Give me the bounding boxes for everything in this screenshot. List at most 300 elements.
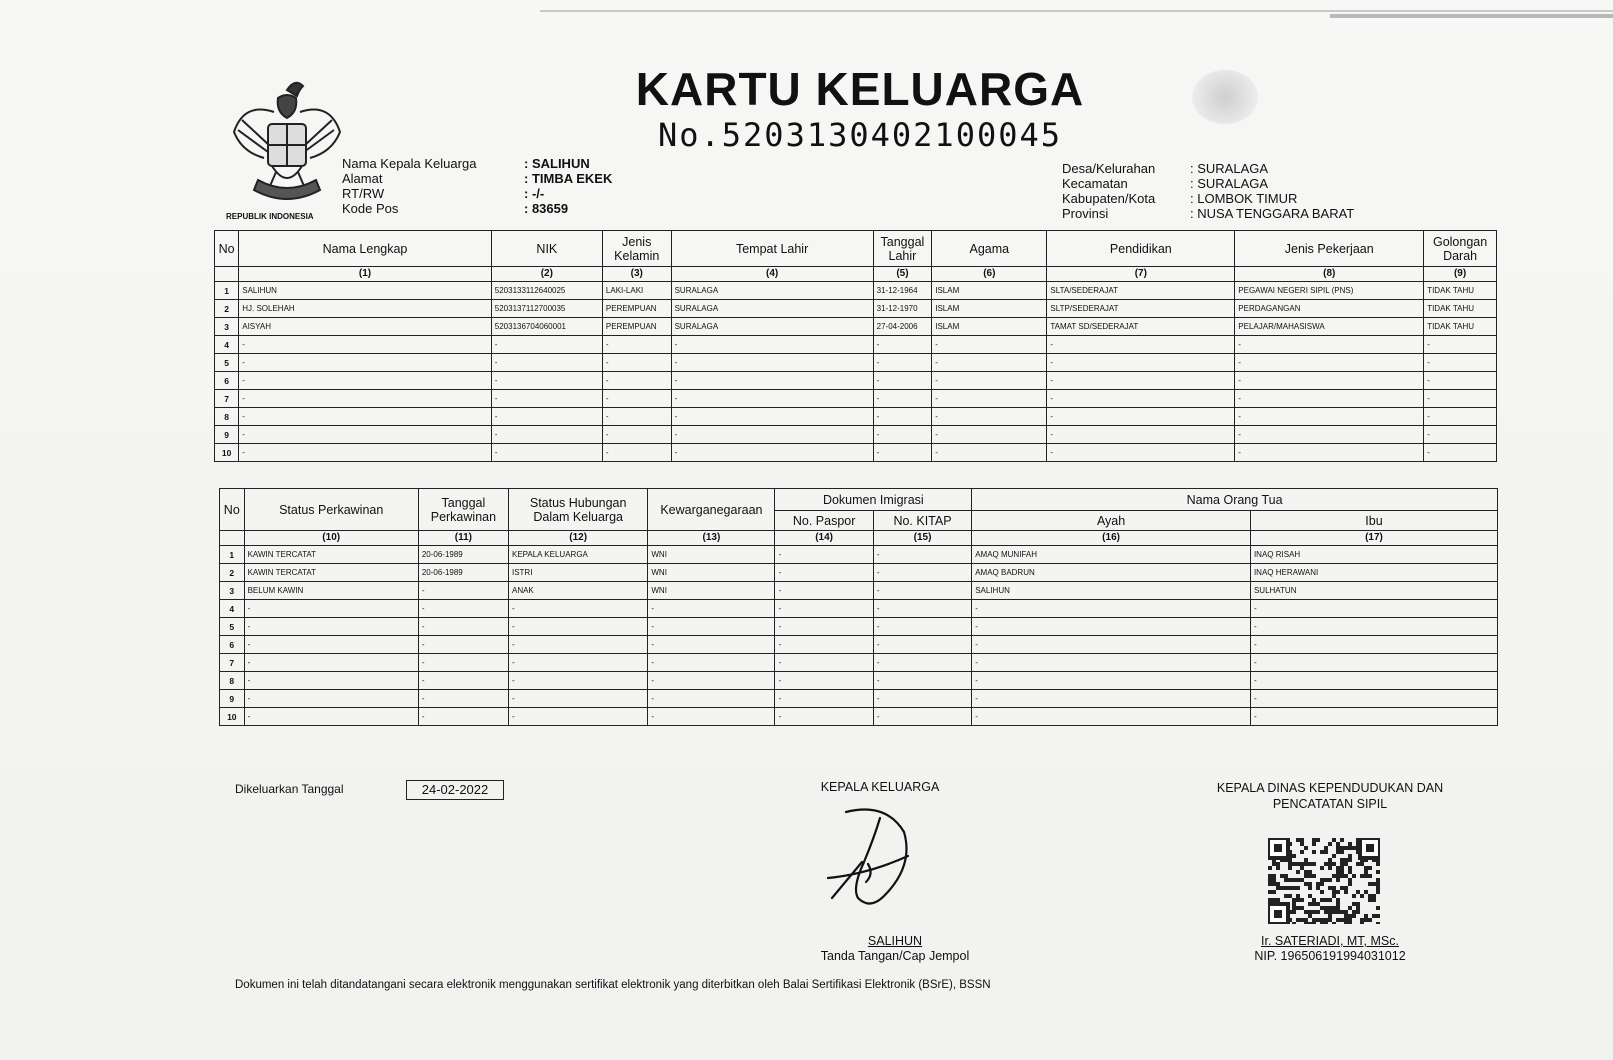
table-cell: - (1047, 444, 1235, 462)
col-number: (4) (671, 267, 873, 282)
table-cell: - (873, 600, 971, 618)
table-cell: WNI (648, 564, 775, 582)
table-cell: SALIHUN (972, 582, 1251, 600)
table-row (215, 318, 1497, 336)
table-cell: HJ. SOLEHAH (239, 300, 492, 318)
table-cell: - (972, 636, 1251, 654)
table-cell: - (873, 582, 971, 600)
table-cell: - (491, 444, 602, 462)
handwritten-signature (826, 806, 936, 916)
table-cell: - (932, 354, 1047, 372)
table-cell: - (491, 354, 602, 372)
table-cell: - (418, 708, 508, 726)
table-cell: - (418, 690, 508, 708)
table-cell: - (1047, 426, 1235, 444)
row-number: 1 (220, 546, 245, 564)
info-label: Alamat (342, 171, 383, 186)
info-row (342, 171, 612, 186)
info-row (342, 201, 612, 216)
head-of-family-signature-block (770, 934, 1020, 964)
table-cell: - (671, 354, 873, 372)
table-row (215, 354, 1497, 372)
table-cell: - (1424, 372, 1497, 390)
col-number: (12) (508, 531, 647, 546)
info-row (1062, 161, 1354, 176)
table-cell: - (1235, 354, 1424, 372)
table-cell: - (873, 708, 971, 726)
table-cell: - (671, 372, 873, 390)
table-row (220, 582, 1498, 600)
table-cell: - (1424, 390, 1497, 408)
col-number: (3) (602, 267, 671, 282)
col-header-agama: Agama (932, 231, 1047, 267)
table-cell: - (418, 636, 508, 654)
col-number: (2) (491, 267, 602, 282)
table-cell: - (873, 672, 971, 690)
table-cell: 5203133112640025 (491, 282, 602, 300)
col-header-nik: NIK (491, 231, 602, 267)
table-cell: SURALAGA (671, 300, 873, 318)
table-cell: SURALAGA (671, 318, 873, 336)
table-cell: 20-06-1989 (418, 546, 508, 564)
table-cell: - (491, 426, 602, 444)
row-number: 5 (215, 354, 239, 372)
table-cell: - (775, 564, 873, 582)
col-number: (8) (1235, 267, 1424, 282)
table-cell: - (1250, 600, 1497, 618)
table-cell: SALIHUN (239, 282, 492, 300)
kk-number: No.5203130402100045 (657, 116, 1063, 154)
table-cell: - (244, 690, 418, 708)
table-cell: - (671, 444, 873, 462)
row-number: 9 (215, 426, 239, 444)
col-number: (17) (1250, 531, 1497, 546)
info-label: Kecamatan (1062, 176, 1128, 191)
col-header-pekerjaan: Jenis Pekerjaan (1235, 231, 1424, 267)
table-cell: - (775, 636, 873, 654)
head-of-family-title: KEPALA KELUARGA (820, 780, 940, 794)
col-header-no-kitap: No. KITAP (873, 511, 971, 531)
table-cell: - (491, 372, 602, 390)
info-value: : SURALAGA (1190, 161, 1269, 176)
table-cell: - (648, 672, 775, 690)
info-value: : -/- (524, 186, 545, 201)
info-value: : TIMBA EKEK (524, 171, 613, 186)
table-cell: - (602, 408, 671, 426)
info-value: : LOMBOK TIMUR (1190, 191, 1298, 206)
table-cell: ISTRI (508, 564, 647, 582)
col-header-ibu: Ibu (1250, 511, 1497, 531)
qr-code (1268, 838, 1380, 924)
table-cell: - (1250, 708, 1497, 726)
table-row (215, 372, 1497, 390)
official-title (1180, 780, 1480, 812)
table-cell: - (972, 672, 1251, 690)
issued-date-label: Dikeluarkan Tanggal (235, 782, 344, 796)
table-cell: 27-04-2006 (873, 318, 932, 336)
table-cell: - (1235, 372, 1424, 390)
row-number: 1 (215, 282, 239, 300)
table-cell: - (775, 690, 873, 708)
table-cell: SLTA/SEDERAJAT (1047, 282, 1235, 300)
table-cell: - (602, 444, 671, 462)
table-cell: 31-12-1970 (873, 300, 932, 318)
table-cell: - (972, 690, 1251, 708)
table-cell: - (775, 708, 873, 726)
col-number: (1) (239, 267, 492, 282)
table-row (215, 282, 1497, 300)
table-cell: BELUM KAWIN (244, 582, 418, 600)
col-number: (6) (932, 267, 1047, 282)
col-header-jenis-kelamin: Jenis Kelamin (602, 231, 671, 267)
table-cell: - (1235, 444, 1424, 462)
table-cell: - (1235, 408, 1424, 426)
table-cell: TIDAK TAHU (1424, 318, 1497, 336)
table-cell: - (602, 336, 671, 354)
table-cell: - (1047, 336, 1235, 354)
scan-edge-mark (1330, 14, 1613, 18)
official-signature-block (1210, 934, 1450, 964)
info-label: RT/RW (342, 186, 385, 201)
table-row (215, 408, 1497, 426)
table-cell: PEREMPUAN (602, 318, 671, 336)
table-cell: - (873, 390, 932, 408)
info-row (1062, 191, 1354, 206)
table-cell: - (602, 426, 671, 444)
table-cell: - (508, 708, 647, 726)
table-cell: - (508, 600, 647, 618)
col-number: (13) (648, 531, 775, 546)
row-number: 6 (220, 636, 245, 654)
info-row (1062, 176, 1354, 191)
table-cell: - (932, 372, 1047, 390)
signature-caption: Tanda Tangan/Cap Jempol (820, 949, 970, 963)
table-cell: - (1047, 372, 1235, 390)
table-cell: INAQ RISAH (1250, 546, 1497, 564)
info-label: Provinsi (1062, 206, 1109, 221)
col-header-nama: Nama Lengkap (239, 231, 492, 267)
scan-edge (540, 10, 1613, 12)
table-cell: AISYAH (239, 318, 492, 336)
table-cell: ISLAM (932, 318, 1047, 336)
table-cell: - (671, 390, 873, 408)
row-number: 10 (220, 708, 245, 726)
col-header-tanggal-lahir: Tanggal Lahir (873, 231, 932, 267)
table-cell: 31-12-1964 (873, 282, 932, 300)
col-number (220, 531, 245, 546)
table-cell: SLTP/SEDERAJAT (1047, 300, 1235, 318)
table-cell: - (972, 708, 1251, 726)
table-row (220, 672, 1498, 690)
table-cell: - (239, 444, 492, 462)
table-cell: TIDAK TAHU (1424, 282, 1497, 300)
table-cell: - (775, 600, 873, 618)
table-cell: AMAQ BADRUN (972, 564, 1251, 582)
table-cell: LAKI-LAKI (602, 282, 671, 300)
table-cell: - (775, 546, 873, 564)
table-cell: KAWIN TERCATAT (244, 564, 418, 582)
table-cell: - (873, 618, 971, 636)
civil-status-table (219, 488, 1498, 726)
table-cell: 5203137112700035 (491, 300, 602, 318)
table-cell: - (1424, 408, 1497, 426)
table-cell: - (418, 582, 508, 600)
table-cell: - (648, 708, 775, 726)
table-cell: - (873, 354, 932, 372)
table-cell: - (873, 690, 971, 708)
info-value: : SALIHUN (524, 156, 590, 171)
table-cell: - (602, 390, 671, 408)
col-number: (5) (873, 267, 932, 282)
table-cell: - (1250, 636, 1497, 654)
table-cell: - (1235, 390, 1424, 408)
table-cell: - (1250, 654, 1497, 672)
row-number: 2 (215, 300, 239, 318)
table-cell: WNI (648, 546, 775, 564)
info-row (342, 186, 612, 201)
table-row (220, 618, 1498, 636)
table-cell: - (244, 672, 418, 690)
table-cell: - (239, 390, 492, 408)
table-cell: - (873, 636, 971, 654)
info-value: : 83659 (524, 201, 569, 216)
table-cell: - (508, 654, 647, 672)
col-header-tanggal-perkawinan: Tanggal Perkawinan (418, 489, 508, 531)
row-number: 3 (215, 318, 239, 336)
col-header-status-hubungan: Status Hubungan Dalam Keluarga (508, 489, 647, 531)
official-title-line: KEPALA DINAS KEPENDUDUKAN DAN (1216, 781, 1444, 795)
table-cell: - (1235, 336, 1424, 354)
table-cell: - (239, 354, 492, 372)
col-header-status-perkawinan: Status Perkawinan (244, 489, 418, 531)
table-cell: - (648, 690, 775, 708)
table-cell: - (873, 336, 932, 354)
table-cell: - (1424, 426, 1497, 444)
family-info-right (1062, 161, 1354, 221)
emblem-caption: REPUBLIK INDONESIA (226, 212, 314, 221)
table-row (220, 690, 1498, 708)
table-cell: - (648, 636, 775, 654)
table-cell: - (244, 708, 418, 726)
table-cell: - (932, 390, 1047, 408)
col-number: (11) (418, 531, 508, 546)
col-header-dokumen-imigrasi: Dokumen Imigrasi (775, 489, 972, 511)
info-row (342, 156, 612, 171)
table-row (220, 600, 1498, 618)
row-number: 8 (215, 408, 239, 426)
table-cell: - (775, 618, 873, 636)
table-cell: SURALAGA (671, 282, 873, 300)
row-number: 5 (220, 618, 245, 636)
table-row (220, 708, 1498, 726)
table-row (215, 390, 1497, 408)
row-number: 3 (220, 582, 245, 600)
table-cell: - (932, 426, 1047, 444)
col-header-pendidikan: Pendidikan (1047, 231, 1235, 267)
row-number: 6 (215, 372, 239, 390)
table-cell: - (239, 336, 492, 354)
table-cell: - (418, 654, 508, 672)
table-cell: - (1250, 672, 1497, 690)
table-cell: - (1424, 354, 1497, 372)
table-cell: - (418, 600, 508, 618)
info-value: : NUSA TENGGARA BARAT (1190, 206, 1355, 221)
table-row (215, 444, 1497, 462)
col-header-nama-orang-tua: Nama Orang Tua (972, 489, 1498, 511)
table-cell: SULHATUN (1250, 582, 1497, 600)
table-cell: - (873, 654, 971, 672)
paper-stain (1192, 70, 1258, 124)
col-number: (7) (1047, 267, 1235, 282)
table-cell: - (873, 564, 971, 582)
table-cell: - (491, 408, 602, 426)
row-number: 7 (220, 654, 245, 672)
table-cell: - (873, 372, 932, 390)
table-cell: ISLAM (932, 300, 1047, 318)
table-cell: - (648, 654, 775, 672)
table-cell: 20-06-1989 (418, 564, 508, 582)
table-cell: INAQ HERAWANI (1250, 564, 1497, 582)
info-label: Desa/Kelurahan (1062, 161, 1156, 176)
row-number: 9 (220, 690, 245, 708)
row-number: 2 (220, 564, 245, 582)
table-cell: - (508, 672, 647, 690)
family-info-left (342, 156, 612, 216)
table-cell: - (244, 654, 418, 672)
table-cell: - (972, 600, 1251, 618)
table-cell: - (671, 336, 873, 354)
table-cell: ANAK (508, 582, 647, 600)
table-cell: AMAQ MUNIFAH (972, 546, 1251, 564)
table-cell: - (244, 618, 418, 636)
electronic-signature-note: Dokumen ini telah ditandatangani secara elektronik menggunakan sertifikat elektronik yang diterbitkan oleh Balai Sertifikasi Elektronik (BSrE), BSSN (235, 979, 991, 991)
col-number: (9) (1424, 267, 1497, 282)
table-cell: - (418, 618, 508, 636)
col-header-no: No (220, 489, 245, 531)
table-cell: - (972, 618, 1251, 636)
table-cell: - (508, 618, 647, 636)
table-cell: - (775, 582, 873, 600)
table-cell: TIDAK TAHU (1424, 300, 1497, 318)
table-cell: KEPALA KELUARGA (508, 546, 647, 564)
table-row (220, 654, 1498, 672)
table-cell: - (775, 672, 873, 690)
table-cell: - (873, 444, 932, 462)
table-row (220, 636, 1498, 654)
table-cell: - (671, 426, 873, 444)
table-row (215, 426, 1497, 444)
table-cell: - (932, 444, 1047, 462)
table-cell: WNI (648, 582, 775, 600)
info-row (1062, 206, 1354, 221)
table-cell: PELAJAR/MAHASISWA (1235, 318, 1424, 336)
col-number (215, 267, 239, 282)
col-header-kewarganegaraan: Kewarganegaraan (648, 489, 775, 531)
garuda-emblem-icon (228, 72, 346, 222)
document-title: KARTU KELUARGA (635, 63, 1085, 115)
table-cell: - (873, 546, 971, 564)
table-cell: - (491, 390, 602, 408)
table-cell: - (244, 636, 418, 654)
table-cell: - (1250, 618, 1497, 636)
table-cell: ISLAM (932, 282, 1047, 300)
table-cell: - (1250, 690, 1497, 708)
table-cell: 5203136704060001 (491, 318, 602, 336)
table-cell: - (508, 690, 647, 708)
table-cell: - (244, 600, 418, 618)
table-cell: - (602, 354, 671, 372)
info-label: Nama Kepala Keluarga (342, 156, 477, 171)
table-cell: - (873, 408, 932, 426)
table-cell: - (239, 372, 492, 390)
table-cell: KAWIN TERCATAT (244, 546, 418, 564)
issued-date-value: 24-02-2022 (406, 780, 504, 800)
col-header-ayah: Ayah (972, 511, 1251, 531)
table-cell: - (1235, 426, 1424, 444)
row-number: 7 (215, 390, 239, 408)
row-number: 4 (220, 600, 245, 618)
official-name: Ir. SATERIADI, MT, MSc. (1261, 934, 1399, 948)
row-number: 4 (215, 336, 239, 354)
table-cell: TAMAT SD/SEDERAJAT (1047, 318, 1235, 336)
table-cell: - (648, 600, 775, 618)
table-row (220, 546, 1498, 564)
info-label: Kode Pos (342, 201, 399, 216)
table-cell: - (671, 408, 873, 426)
table-cell: - (491, 336, 602, 354)
table-row (215, 300, 1497, 318)
table-cell: PEREMPUAN (602, 300, 671, 318)
col-number: (14) (775, 531, 873, 546)
family-members-table (214, 230, 1497, 462)
col-header-golongan-darah: Golongan Darah (1424, 231, 1497, 267)
table-cell: - (239, 408, 492, 426)
table-cell: - (1047, 408, 1235, 426)
table-cell: - (1047, 354, 1235, 372)
table-cell: PEGAWAI NEGERI SIPIL (PNS) (1235, 282, 1424, 300)
table-cell: - (932, 336, 1047, 354)
table-cell: - (932, 408, 1047, 426)
official-title-line: PENCATATAN SIPIL (1272, 797, 1388, 811)
row-number: 10 (215, 444, 239, 462)
table-cell: - (1424, 336, 1497, 354)
table-cell: - (508, 636, 647, 654)
table-cell: - (1424, 444, 1497, 462)
table-cell: - (648, 618, 775, 636)
head-of-family-name: SALIHUN (867, 934, 923, 948)
table-cell: - (418, 672, 508, 690)
col-header-tempat-lahir: Tempat Lahir (671, 231, 873, 267)
table-cell: - (873, 426, 932, 444)
table-row (220, 564, 1498, 582)
col-number: (16) (972, 531, 1251, 546)
table-cell: - (239, 426, 492, 444)
table-cell: - (972, 654, 1251, 672)
official-nip: NIP. 196506191994031012 (1254, 949, 1406, 963)
table-cell: - (775, 654, 873, 672)
col-header-no: No (215, 231, 239, 267)
col-number: (15) (873, 531, 971, 546)
table-cell: - (602, 372, 671, 390)
info-value: : SURALAGA (1190, 176, 1269, 191)
col-header-no-paspor: No. Paspor (775, 511, 873, 531)
table-cell: - (1047, 390, 1235, 408)
info-label: Kabupaten/Kota (1062, 191, 1156, 206)
col-number: (10) (244, 531, 418, 546)
table-row (215, 336, 1497, 354)
row-number: 8 (220, 672, 245, 690)
table-cell: PERDAGANGAN (1235, 300, 1424, 318)
